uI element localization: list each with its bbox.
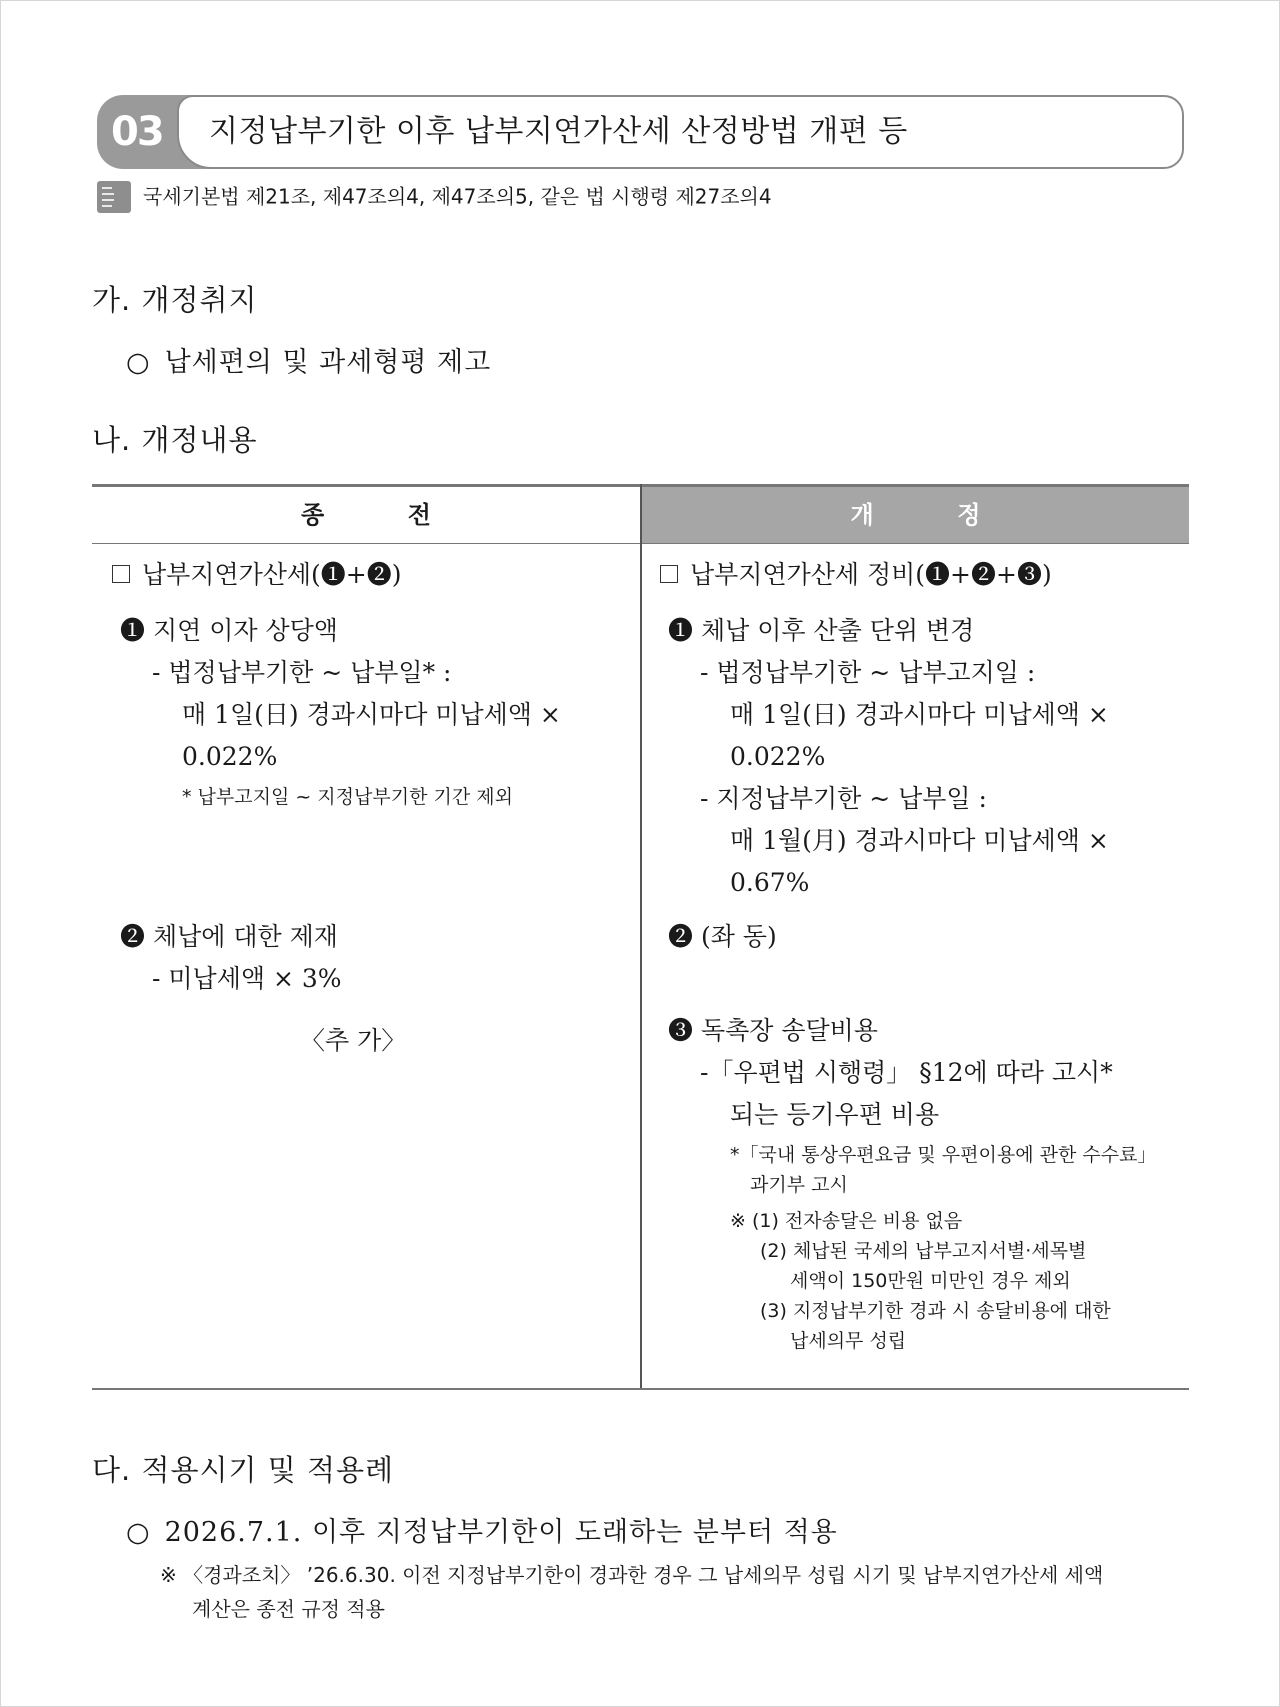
after-item3-note1: *「국내 통상우편요금 및 우편이용에 관한 수수료」 [730, 1144, 1157, 1166]
purpose-text: 납세편의 및 과세형평 제고 [164, 347, 492, 378]
after-item2-title: ❷ (좌 동) [668, 922, 777, 951]
section-header [97, 95, 1182, 169]
after-item1-line6: 0.67% [730, 868, 810, 897]
after-item1-line5: 매 1월(月) 경과시마다 미납세액 × [730, 826, 1109, 855]
after-item1-line3: 0.022% [730, 742, 826, 771]
after-column [660, 554, 1180, 904]
apply-bullet [126, 1510, 838, 1549]
before-item2-line1: - 미납세액 × 3% [152, 964, 342, 993]
after-item1-line4: - 지정납부기한 ~ 납부일 : [700, 784, 987, 813]
table-bottom-rule [92, 1388, 1189, 1390]
after-item1-title: ❶ 체납 이후 산출 단위 변경 [668, 616, 975, 645]
before-item1-line2: 매 1일(日) 경과시마다 미납세액 × [182, 700, 561, 729]
apply-note-line2: 계산은 종전 규정 적용 [192, 1597, 385, 1621]
after-box-title: 납부지연가산세 정비(❶+❷+❸) [660, 554, 1180, 596]
heading-purpose: 가. 개정취지 [92, 283, 258, 317]
after-item3-remark5: 납세의무 성립 [790, 1330, 907, 1352]
column-header-after: 개 정 [642, 487, 1189, 544]
after-item3-remark2: (2) 체납된 국세의 납부고지서별·세목별 [760, 1240, 1087, 1262]
apply-note-line1: ※ 〈경과조치〉 ’26.6.30. 이전 지정납부기한이 경과한 경우 그 납세의무 성립 시기 및 납부지연가산세 세액 [160, 1563, 1104, 1587]
law-reference [97, 178, 772, 212]
before-item1-title: ❶ 지연 이자 상당액 [120, 616, 338, 645]
after-item3-line1: -「우편법 시행령」 §12에 따라 고시* [700, 1058, 1113, 1087]
before-box-title: 납부지연가산세(❶+❷) [112, 554, 632, 596]
circle-bullet-icon: ○ [126, 1517, 151, 1548]
purpose-bullet [126, 340, 491, 379]
before-item2-title: ❷ 체납에 대한 제재 [120, 922, 338, 951]
before-item1-line1: - 법정납부기한 ~ 납부일* : [152, 658, 452, 687]
before-added-label: 〈추 가〉 [300, 1026, 407, 1055]
apply-text: 2026.7.1. 이후 지정납부기한이 도래하는 분부터 적용 [164, 1517, 838, 1548]
section-number: 03 [97, 95, 215, 169]
after-item3-remark4: (3) 지정납부기한 경과 시 송달비용에 대한 [760, 1300, 1111, 1322]
after-item3-line2: 되는 등기우편 비용 [730, 1100, 940, 1129]
checkbox-icon [660, 565, 678, 583]
column-header-before: 종 전 [92, 487, 640, 544]
table-divider [640, 484, 642, 1390]
after-item3-title: ❸ 독촉장 송달비용 [668, 1016, 878, 1045]
section-title: 지정납부기한 이후 납부지연가산세 산정방법 개편 등 [209, 114, 908, 149]
circle-bullet-icon: ○ [126, 347, 151, 378]
after-item1-line1: - 법정납부기한 ~ 납부고지일 : [700, 658, 1036, 687]
after-item3-remark3: 세액이 150만원 미만인 경우 제외 [790, 1270, 1071, 1292]
before-item1-line3: 0.022% [182, 742, 278, 771]
before-item2 [120, 916, 630, 1062]
heading-apply: 다. 적용시기 및 적용례 [92, 1453, 394, 1487]
after-item1-line2: 매 1일(日) 경과시마다 미납세액 × [730, 700, 1109, 729]
checkbox-icon [112, 565, 130, 583]
after-items-2-3 [668, 916, 1180, 1356]
comparison-table [92, 484, 1189, 1390]
law-book-icon [97, 181, 131, 213]
before-column [112, 554, 632, 812]
after-item3-remark1: ※ (1) 전자송달은 비용 없음 [730, 1210, 963, 1232]
section-title-box [177, 95, 1184, 169]
heading-content: 나. 개정내용 [92, 423, 258, 457]
before-item1-note: * 납부고지일 ~ 지정납부기한 기간 제외 [182, 786, 513, 808]
after-item3-note2: 과기부 고시 [750, 1174, 848, 1196]
law-reference-text: 국세기본법 제21조, 제47조의4, 제47조의5, 같은 법 시행령 제27조의4 [143, 184, 772, 209]
